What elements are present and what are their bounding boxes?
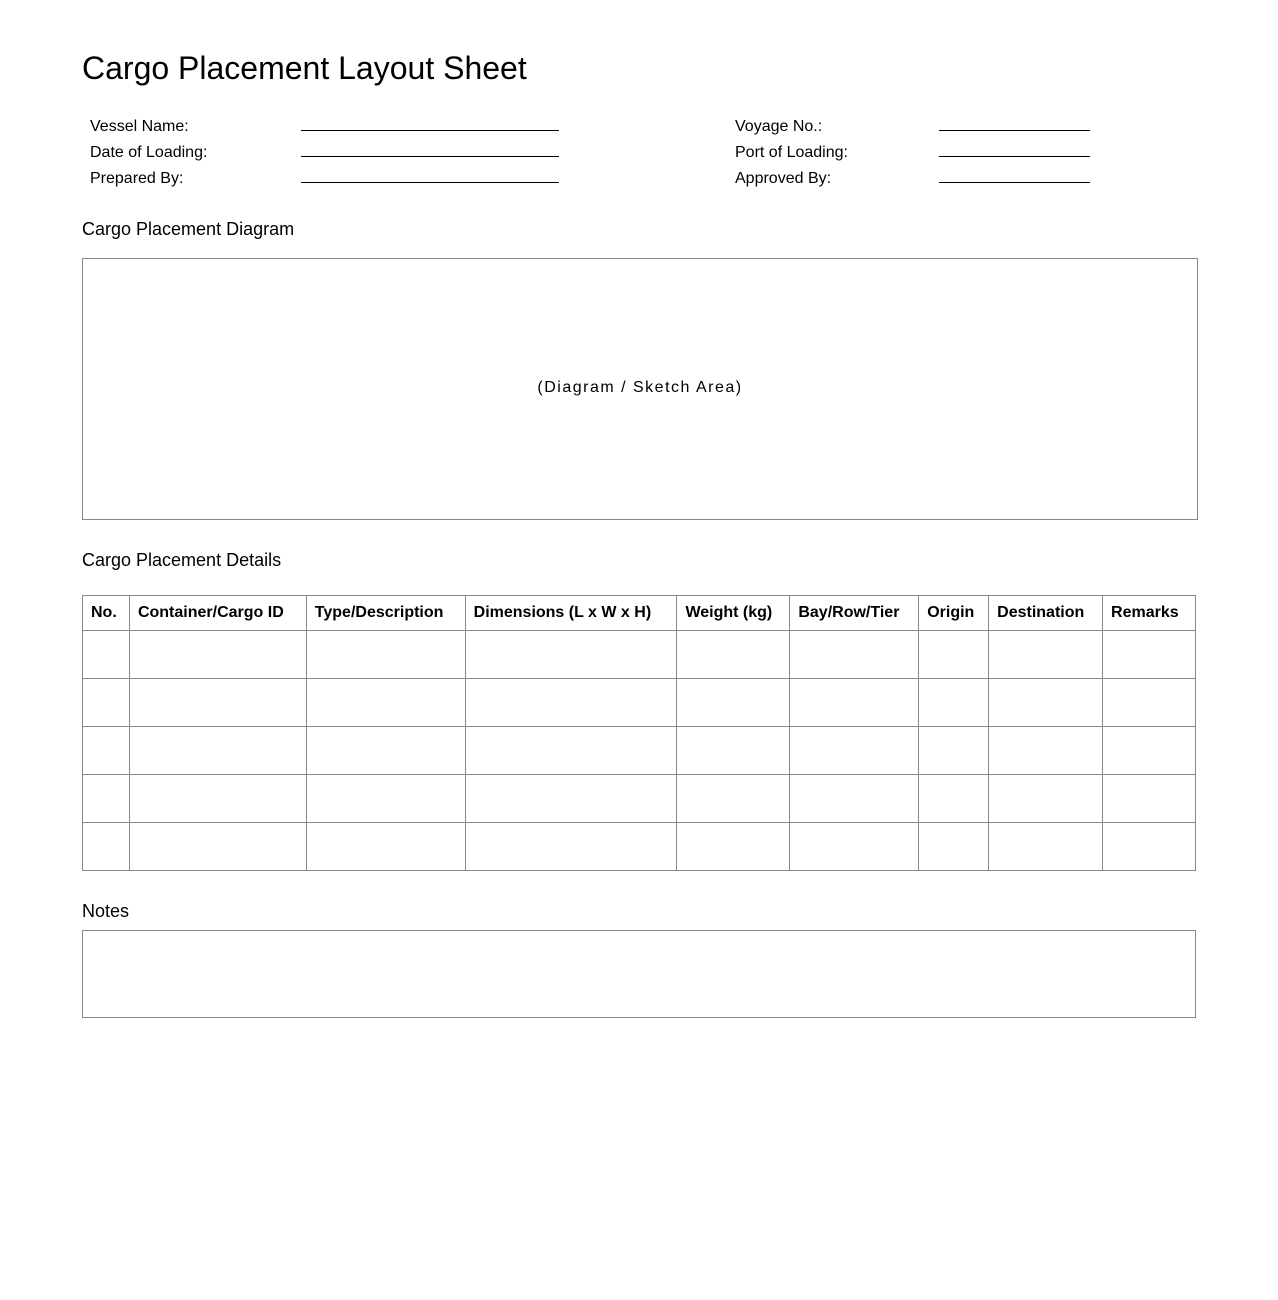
table-cell[interactable]	[790, 679, 919, 727]
table-cell[interactable]	[1103, 823, 1196, 871]
table-cell[interactable]	[1103, 631, 1196, 679]
table-row	[83, 823, 1196, 871]
table-row	[83, 679, 1196, 727]
table-cell[interactable]	[306, 775, 465, 823]
column-header-container-id: Container/Cargo ID	[129, 596, 306, 631]
header-fields-left	[90, 110, 559, 188]
table-cell[interactable]	[129, 727, 306, 775]
table-cell[interactable]	[919, 631, 989, 679]
table-cell[interactable]	[919, 775, 989, 823]
page-title: Cargo Placement Layout Sheet	[82, 50, 527, 86]
table-cell[interactable]	[306, 679, 465, 727]
table-cell[interactable]	[677, 679, 790, 727]
table-cell[interactable]	[790, 775, 919, 823]
vessel-name-label: Vessel Name:	[90, 118, 189, 135]
column-header-type-description: Type/Description	[306, 596, 465, 631]
table-cell[interactable]	[1103, 775, 1196, 823]
approved-by-field	[735, 162, 1090, 188]
date-of-loading-label: Date of Loading:	[90, 144, 208, 161]
diagram-heading: Cargo Placement Diagram	[82, 219, 295, 239]
table-cell[interactable]	[989, 775, 1103, 823]
table-cell[interactable]	[989, 631, 1103, 679]
diagram-sketch-area[interactable]	[82, 258, 1198, 520]
table-cell[interactable]	[790, 823, 919, 871]
date-of-loading-input-line[interactable]	[301, 136, 559, 157]
table-cell[interactable]	[465, 727, 677, 775]
details-heading: Cargo Placement Details	[82, 550, 282, 570]
table-header-row	[83, 596, 1196, 631]
notes-heading: Notes	[82, 901, 130, 921]
prepared-by-input-line[interactable]	[301, 162, 559, 183]
approved-by-input-line[interactable]	[939, 162, 1090, 183]
voyage-no-field	[735, 110, 1090, 136]
table-cell[interactable]	[306, 727, 465, 775]
column-header-bay-row-tier: Bay/Row/Tier	[790, 596, 919, 631]
date-of-loading-field	[90, 136, 559, 162]
port-of-loading-label: Port of Loading:	[735, 144, 848, 161]
vessel-name-field	[90, 110, 559, 136]
prepared-by-label: Prepared By:	[90, 170, 184, 187]
table-cell[interactable]	[677, 631, 790, 679]
voyage-no-label: Voyage No.:	[735, 118, 823, 135]
table-cell[interactable]	[677, 775, 790, 823]
table-cell[interactable]	[677, 727, 790, 775]
port-of-loading-input-line[interactable]	[939, 136, 1090, 157]
prepared-by-field	[90, 162, 559, 188]
column-header-weight: Weight (kg)	[677, 596, 790, 631]
table-cell[interactable]	[989, 679, 1103, 727]
column-header-no: No.	[83, 596, 130, 631]
table-cell[interactable]	[1103, 727, 1196, 775]
column-header-remarks: Remarks	[1103, 596, 1196, 631]
table-cell[interactable]	[465, 823, 677, 871]
table-cell[interactable]	[465, 775, 677, 823]
table-cell[interactable]	[790, 727, 919, 775]
table-cell[interactable]	[129, 775, 306, 823]
column-header-destination: Destination	[989, 596, 1103, 631]
cargo-details-table	[82, 595, 1196, 871]
table-cell[interactable]	[129, 679, 306, 727]
table-cell[interactable]	[919, 823, 989, 871]
table-cell[interactable]	[465, 631, 677, 679]
table-row	[83, 775, 1196, 823]
table-row	[83, 727, 1196, 775]
voyage-no-input-line[interactable]	[939, 110, 1090, 131]
column-header-dimensions: Dimensions (L x W x H)	[465, 596, 677, 631]
table-cell[interactable]	[83, 823, 130, 871]
table-cell[interactable]	[306, 823, 465, 871]
port-of-loading-field	[735, 136, 1090, 162]
notes-box[interactable]	[82, 930, 1196, 1018]
table-cell[interactable]	[129, 631, 306, 679]
table-cell[interactable]	[1103, 679, 1196, 727]
table-row	[83, 631, 1196, 679]
table-cell[interactable]	[919, 679, 989, 727]
table-cell[interactable]	[83, 679, 130, 727]
table-cell[interactable]	[83, 631, 130, 679]
approved-by-label: Approved By:	[735, 170, 832, 187]
diagram-placeholder: (Diagram / Sketch Area)	[537, 379, 743, 396]
column-header-origin: Origin	[919, 596, 989, 631]
table-cell[interactable]	[465, 679, 677, 727]
table-cell[interactable]	[306, 631, 465, 679]
table-cell[interactable]	[989, 823, 1103, 871]
table-cell[interactable]	[83, 775, 130, 823]
table-cell[interactable]	[989, 727, 1103, 775]
table-cell[interactable]	[677, 823, 790, 871]
header-fields-right	[735, 110, 1090, 188]
table-cell[interactable]	[129, 823, 306, 871]
vessel-name-input-line[interactable]	[301, 110, 559, 131]
table-cell[interactable]	[919, 727, 989, 775]
table-cell[interactable]	[790, 631, 919, 679]
table-cell[interactable]	[83, 727, 130, 775]
